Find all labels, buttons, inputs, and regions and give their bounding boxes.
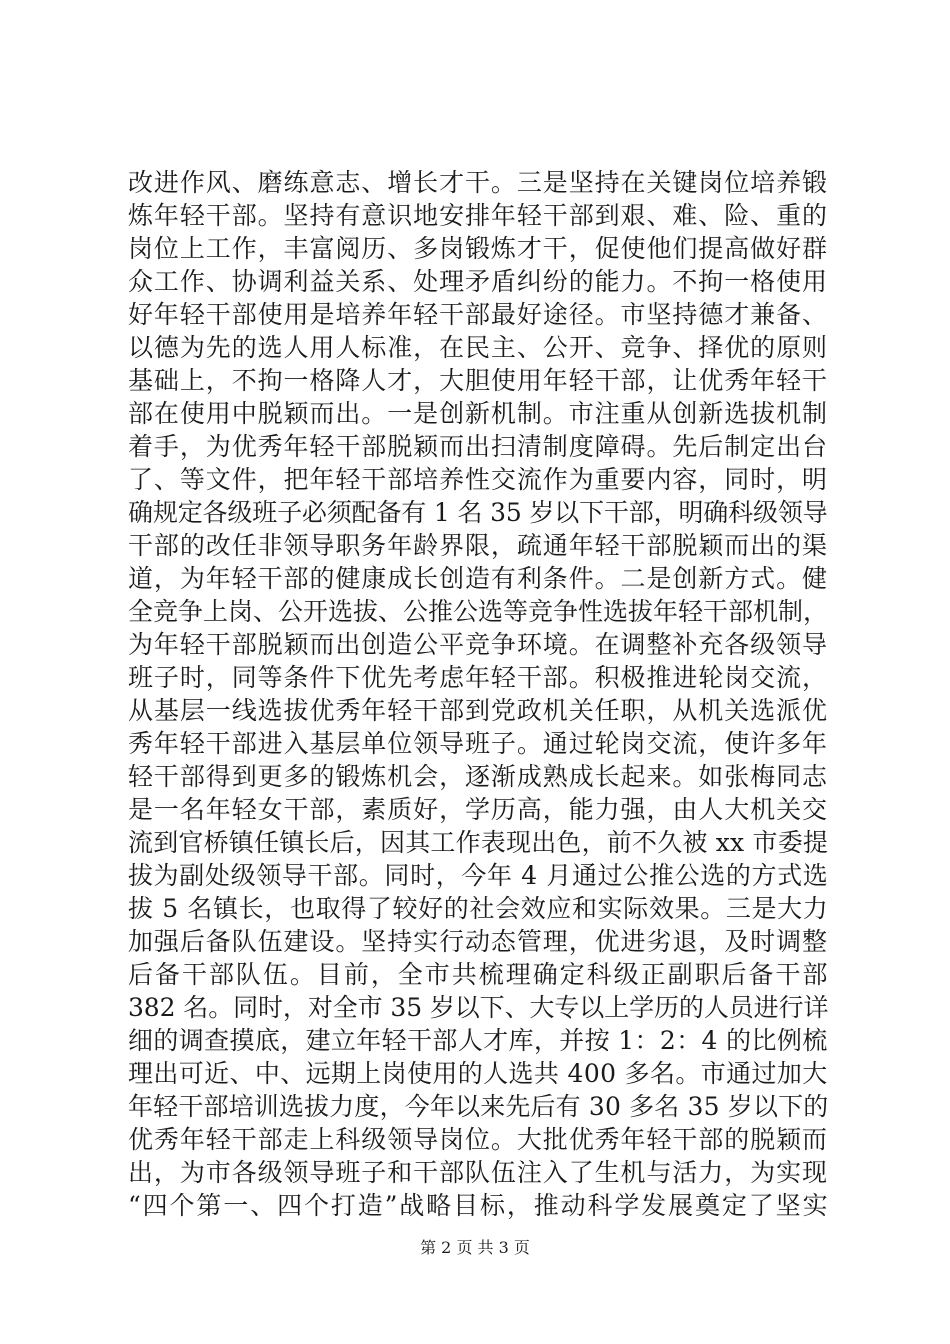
text-line: 优秀年轻干部走上科级领导岗位。大批优秀年轻干部的脱颖而 [128, 1125, 828, 1154]
text-line: 班子时，同等条件下优先考虑年轻干部。积极推进轮岗交流， [128, 663, 828, 692]
text-line: 流到官桥镇任镇长后，因其工作表现出色，前不久被 xx 市委提 [128, 828, 829, 857]
text-line: 着手，为优秀年轻干部脱颖而出扫清制度障碍。先后制定出台 [128, 432, 828, 461]
text-line: “四个第一、四个打造”战略目标，推动科学发展奠定了坚实 [128, 1191, 830, 1220]
text-line: 基础上，不拘一格降人才，大胆使用年轻干部，让优秀年轻干 [128, 366, 828, 395]
text-line: 好年轻干部使用是培养年轻干部最好途径。市坚持德才兼备、 [128, 300, 828, 329]
text-line: 全竞争上岗、公开选拔、公推公选等竞争性选拔年轻干部机制， [128, 597, 829, 626]
text-line: 干部的改任非领导职务年龄界限，疏通年轻干部脱颖而出的渠 [128, 531, 828, 560]
text-line: 加强后备队伍建设。坚持实行动态管理，优进劣退，及时调整 [128, 927, 828, 956]
text-line: 以德为先的选人用人标准，在民主、公开、竞争、择优的原则 [128, 333, 828, 362]
page-footer: 第 2 页 共 3 页 [420, 1238, 530, 1257]
text-line: 为年轻干部脱颖而出创造公平竞争环境。在调整补充各级领导 [128, 630, 828, 659]
text-line: 道，为年轻干部的健康成长创造有利条件。二是创新方式。健 [128, 564, 828, 593]
text-line: 拔 5 名镇长，也取得了较好的社会效应和实际效果。三是大力 [128, 894, 829, 923]
body-text [128, 166, 828, 1222]
text-line: 部在使用中脱颖而出。一是创新机制。市注重从创新选拔机制 [128, 399, 828, 428]
text-line: 确规定各级班子必须配备有 1 名 35 岁以下干部，明确科级领导 [128, 498, 828, 527]
text-line: 了、等文件，把年轻干部培养性交流作为重要内容，同时，明 [128, 465, 828, 494]
text-line: 炼年轻干部。坚持有意识地安排年轻干部到艰、难、险、重的 [128, 201, 828, 230]
text-line: 从基层一线选拔优秀年轻干部到党政机关任职，从机关选派优 [128, 696, 828, 725]
text-line: 细的调查摸底，建立年轻干部人才库，并按 1：2：4 的比例梳 [128, 1026, 828, 1055]
text-line: 改进作风、磨练意志、增长才干。三是坚持在关键岗位培养锻 [128, 168, 828, 197]
text-line: 众工作、协调利益关系、处理矛盾纠纷的能力。不拘一格使用 [128, 267, 828, 296]
text-line: 岗位上工作，丰富阅历、多岗锻炼才干，促使他们提高做好群 [128, 234, 828, 263]
text-line: 后备干部队伍。目前，全市共梳理确定科级正副职后备干部 [128, 960, 830, 989]
text-line: 年轻干部培训选拔力度，今年以来先后有 30 多名 35 岁以下的 [128, 1092, 829, 1121]
text-line: 轻干部得到更多的锻炼机会，逐渐成熟成长起来。如张梅同志 [128, 762, 828, 791]
text-line: 出，为市各级领导班子和干部队伍注入了生机与活力，为实现 [128, 1158, 828, 1187]
text-line: 拔为副处级领导干部。同时，今年 4 月通过公推公选的方式选 [128, 861, 829, 890]
text-line: 秀年轻干部进入基层单位领导班子。通过轮岗交流，使许多年 [128, 729, 828, 758]
text-line: 是一名年轻女干部，素质好，学历高，能力强，由人大机关交 [128, 795, 828, 824]
text-line: 理出可近、中、远期上岗使用的人选共 400 多名。市通过加大 [128, 1059, 828, 1088]
text-line: 382 名。同时，对全市 35 岁以下、大专以上学历的人员进行详 [128, 993, 829, 1022]
